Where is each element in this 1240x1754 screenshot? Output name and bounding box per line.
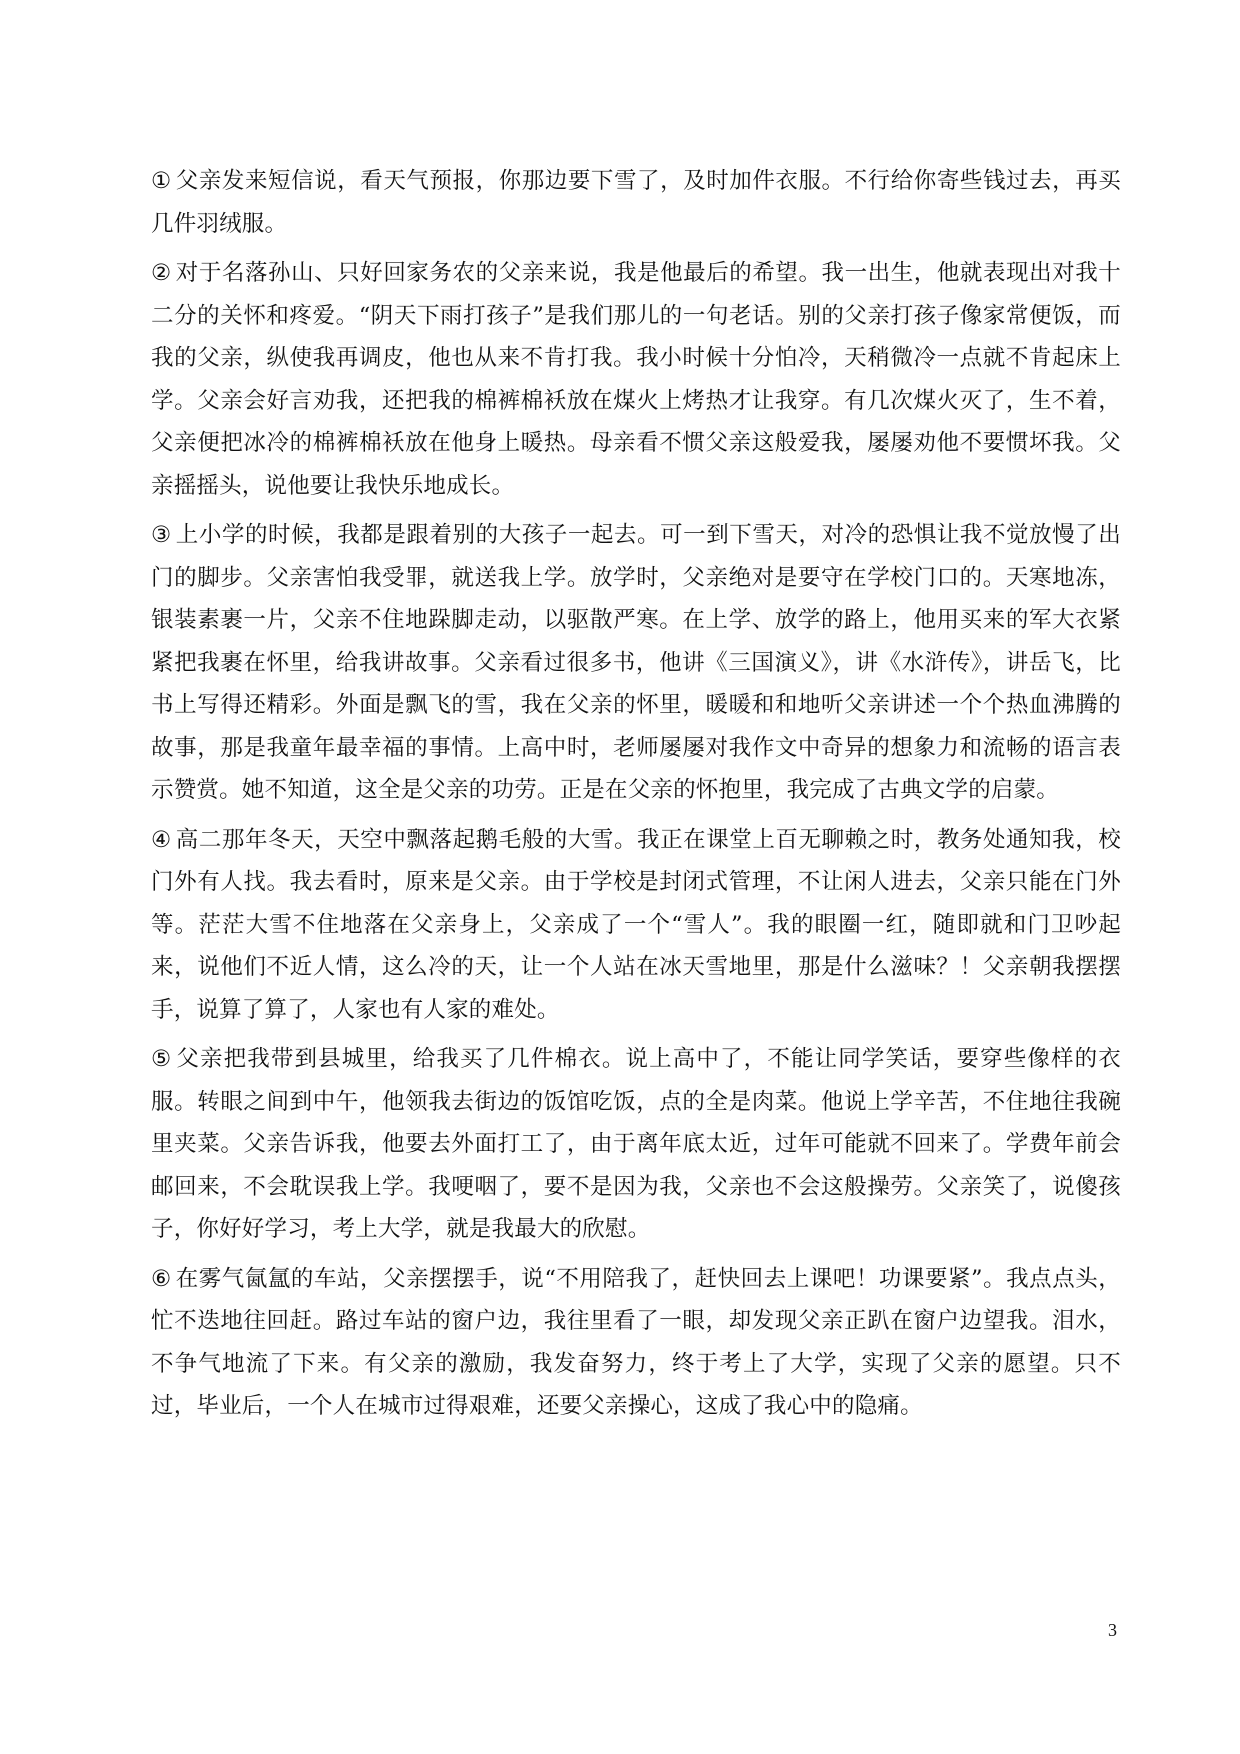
- article-body: [151, 160, 1121, 1435]
- paragraph-text: 父亲发来短信说，看天气预报，你那边要下雪了，及时加件衣服。不行给你寄些钱过去，再买几件羽绒服。: [151, 168, 1122, 237]
- paragraph-number: ②: [151, 260, 172, 286]
- paragraph-text: 上小学的时候，我都是跟着别的大孩子一起去。可一到下雪天，对冷的恐惧让我不觉放慢了出门的脚步。父亲害怕我受罪，就送我上学。放学时，父亲绝对是要守在学校门口的。天寒地冻，银装素裹一片，父亲不住地跺脚走动，以驱散严寒。在上学、放学的路上，他用买来的军大衣紧紧把我裹在怀里，给我讲故事。父亲看过很多书，他讲《三国演义》，讲《水浒传》，讲岳飞，比书上写得还精彩。外面是飘飞的雪，我在父亲的怀里，暖暖和和地听父亲讲述一个个热血沸腾的故事，那是我童年最幸福的事情。上高中时，老师屡屡对我作文中奇异的想象力和流畅的语言表示赞赏。她不知道，这全是父亲的功劳。正是在父亲的怀抱里，我完成了古典文学的启蒙。: [151, 522, 1122, 803]
- page-number: 3: [1108, 1620, 1117, 1640]
- paragraph-2: [151, 252, 1121, 507]
- paragraph-1: [151, 160, 1121, 245]
- paragraph-number: ④: [151, 826, 172, 853]
- paragraph-text: 高二那年冬天，天空中飘落起鹅毛般的大雪。我正在课堂上百无聊赖之时，教务处通知我，校门外有人找。我去看时，原来是父亲。由于学校是封闭式管理，不让闲人进去，父亲只能在门外等。茫茫大雪不住地落在父亲身上，父亲成了一个“雪人”。我的眼圈一红，随即就和门卫吵起来，说他们不近人情，这么冷的天，让一个人站在冰天雪地里，那是什么滋味？！父亲朝我摆摆手，说算了算了，人家也有人家的难处。: [151, 826, 1122, 1023]
- paragraph-text: 父亲把我带到县城里，给我买了几件棉衣。说上高中了，不能让同学笑话，要穿些像样的衣服。转眼之间到中午，他领我去街边的饭馆吃饭，点的全是肉菜。他说上学辛苦，不住地往我碗里夹菜。父亲告诉我，他要去外面打工了，由于离年底太近，过年可能就不回来了。学费年前会邮回来，不会耽误我上学。我哽咽了，要不是因为我，父亲也不会这般操劳。父亲笑了，说傻孩子，你好好学习，考上大学，就是我最大的欣慰。: [151, 1046, 1121, 1242]
- paragraph-4: [151, 819, 1121, 1032]
- paragraph-5: [151, 1038, 1121, 1251]
- paragraph-6: [151, 1258, 1121, 1428]
- paragraph-text: 在雾气氤氲的车站，父亲摆摆手，说“不用陪我了，赶快回去上课吧！功课要紧”。我点点头，忙不迭地往回赶。路过车站的窗户边，我往里看了一眼，却发现父亲正趴在窗户边望我。泪水，不争气地流了下来。有父亲的激励，我发奋努力，终于考上了大学，实现了父亲的愿望。只不过，毕业后，一个人在城市过得艰难，还要父亲操心，这成了我心中的隐痛。: [151, 1265, 1121, 1419]
- paragraph-number: ⑤: [151, 1046, 173, 1072]
- paragraph-number: ①: [151, 168, 172, 194]
- paragraph-number: ③: [151, 522, 172, 548]
- paragraph-text: 对于名落孙山、只好回家务农的父亲来说，我是他最后的希望。我一出生，他就表现出对我十二分的关怀和疼爱。“阴天下雨打孩子”是我们那儿的一句老话。别的父亲打孩子像家常便饭，而我的父亲，纵使我再调皮，他也从来不肯打我。我小时候十分怕冷，天稍微冷一点就不肯起床上学。父亲会好言劝我，还把我的棉裤棉袄放在煤火上烤热才让我穿。有几次煤火灭了，生不着，父亲便把冰冷的棉裤棉袄放在他身上暖热。母亲看不惯父亲这般爱我，屡屡劝他不要惯坏我。父亲摇摇头，说他要让我快乐地成长。: [151, 260, 1122, 499]
- paragraph-3: [151, 514, 1121, 812]
- paragraph-number: ⑥: [151, 1265, 172, 1292]
